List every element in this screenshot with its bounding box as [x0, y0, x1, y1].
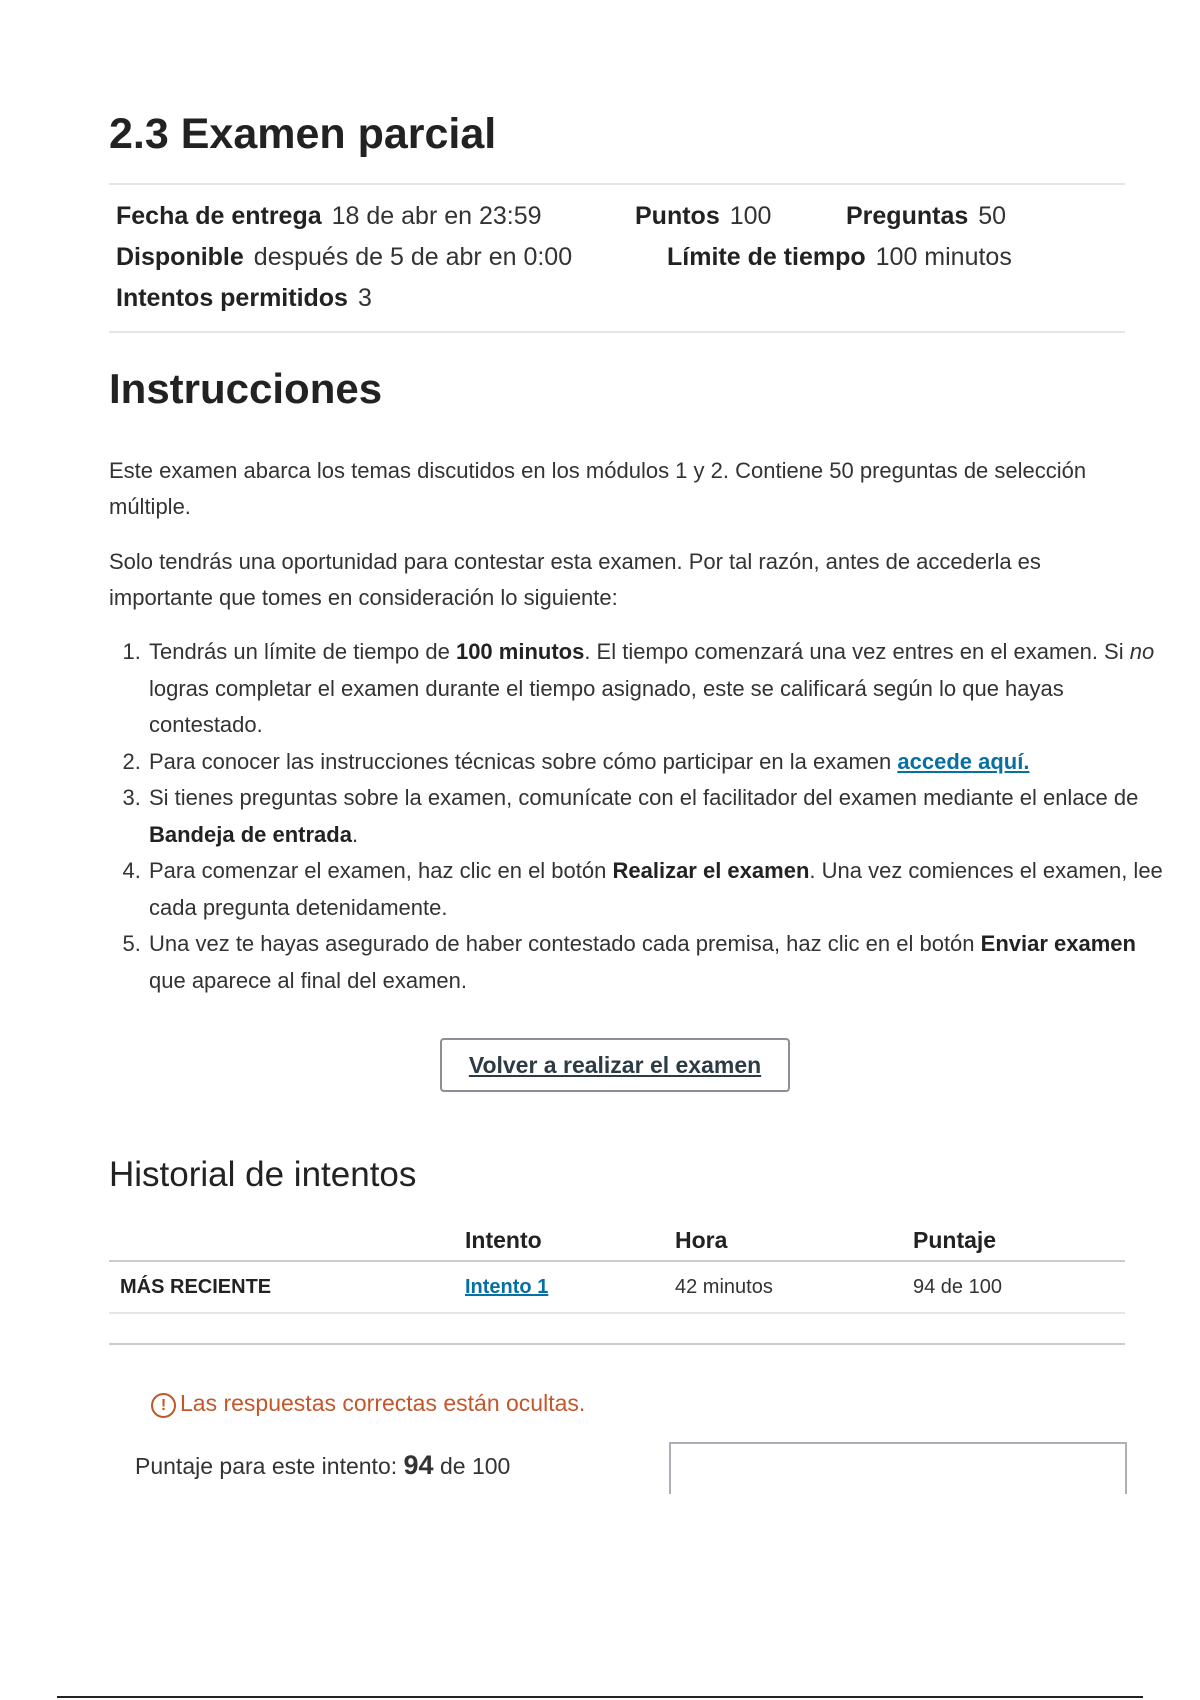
column-header-time: Hora [675, 1220, 913, 1261]
instructions-paragraph: Solo tendrás una oportunidad para contestar esta examen. Por tal razón, antes de accederla es importante que tomes en consideración lo siguiente: [109, 549, 1041, 610]
due-date-value: 18 de abr en 23:59 [331, 202, 542, 230]
questions-value: 50 [978, 202, 1007, 230]
attempt-history-heading: Historial de intentos [109, 1155, 417, 1194]
time-cell: 42 minutos [675, 1261, 913, 1313]
notice-text: Las respuestas correctas están ocultas. [180, 1390, 586, 1416]
attempt-cell [465, 1261, 675, 1313]
time-limit [667, 243, 1012, 272]
due-date-label: Fecha de entrega [116, 202, 322, 230]
divider [109, 1343, 1125, 1345]
time-limit-value: 100 minutos [875, 243, 1012, 271]
retake-quiz-button[interactable]: Volver a realizar el examen [440, 1038, 790, 1092]
attempt-history-table [109, 1220, 1125, 1314]
attempt-link[interactable]: Intento 1 [465, 1275, 549, 1298]
attempt-details-box [669, 1442, 1127, 1494]
instructions-heading: Instrucciones [109, 365, 383, 412]
points [635, 202, 771, 231]
questions-label: Preguntas [846, 202, 969, 230]
column-header-attempt: Intento [465, 1220, 675, 1261]
list-item: 4. Para comenzar el examen, haz clic en el botón Realizar el examen. Una vez comiences el examen, lee cada pregunta detenidamente. [147, 853, 1163, 926]
technical-instructions-link[interactable]: accede aquí. [897, 748, 1030, 774]
table-header-row [109, 1220, 1125, 1261]
page-title: 2.3 Examen parcial [109, 110, 497, 158]
list-item: 1. Tendrás un límite de tiempo de 100 minutos. El tiempo comenzará una vez entres en el examen. Si no logras completar el examen durante el tiempo asignado, este se calificará según lo que hayas contestado. [147, 634, 1163, 744]
attempt-score [135, 1450, 510, 1481]
points-value: 100 [729, 202, 772, 230]
attempts-allowed-value: 3 [357, 284, 372, 312]
hidden-answers-notice [151, 1390, 585, 1418]
due-date [116, 202, 542, 231]
attempt-score-suffix: de 100 [433, 1453, 511, 1479]
attempt-score-value: 94 [403, 1450, 434, 1480]
available [116, 243, 572, 272]
available-label: Disponible [116, 243, 244, 271]
list-item: 5. Una vez te hayas asegurado de haber contestado cada premisa, haz clic en el botón Enviar examen que aparece al final del examen. [147, 926, 1163, 999]
divider [109, 331, 1125, 333]
list-item: 2. Para conocer las instrucciones técnicas sobre cómo participar en la examen accede aquí. [147, 744, 1163, 781]
attempts-allowed [116, 284, 372, 313]
warning-icon: ! [151, 1393, 176, 1418]
divider [109, 183, 1125, 185]
time-limit-label: Límite de tiempo [667, 243, 866, 271]
table-row [109, 1261, 1125, 1313]
column-header-score: Puntaje [913, 1220, 1125, 1261]
column-header-blank [109, 1220, 465, 1261]
page-bottom-border [57, 1696, 1143, 1698]
attempts-allowed-label: Intentos permitidos [116, 284, 348, 312]
most-recent-label: MÁS RECIENTE [109, 1261, 465, 1313]
instructions-paragraph: Este examen abarca los temas discutidos en los módulos 1 y 2. Contiene 50 preguntas de selección múltiple. [109, 458, 1087, 519]
score-cell: 94 de 100 [913, 1261, 1125, 1313]
list-item: 3. Si tienes preguntas sobre la examen, comunícate con el facilitador del examen mediante el enlace de Bandeja de entrada. [147, 780, 1163, 853]
available-value: después de 5 de abr en 0:00 [253, 243, 573, 271]
attempt-score-label: Puntaje para este intento: [135, 1453, 404, 1479]
questions [846, 202, 1006, 231]
points-label: Puntos [635, 202, 720, 230]
instructions-list [109, 634, 1163, 999]
